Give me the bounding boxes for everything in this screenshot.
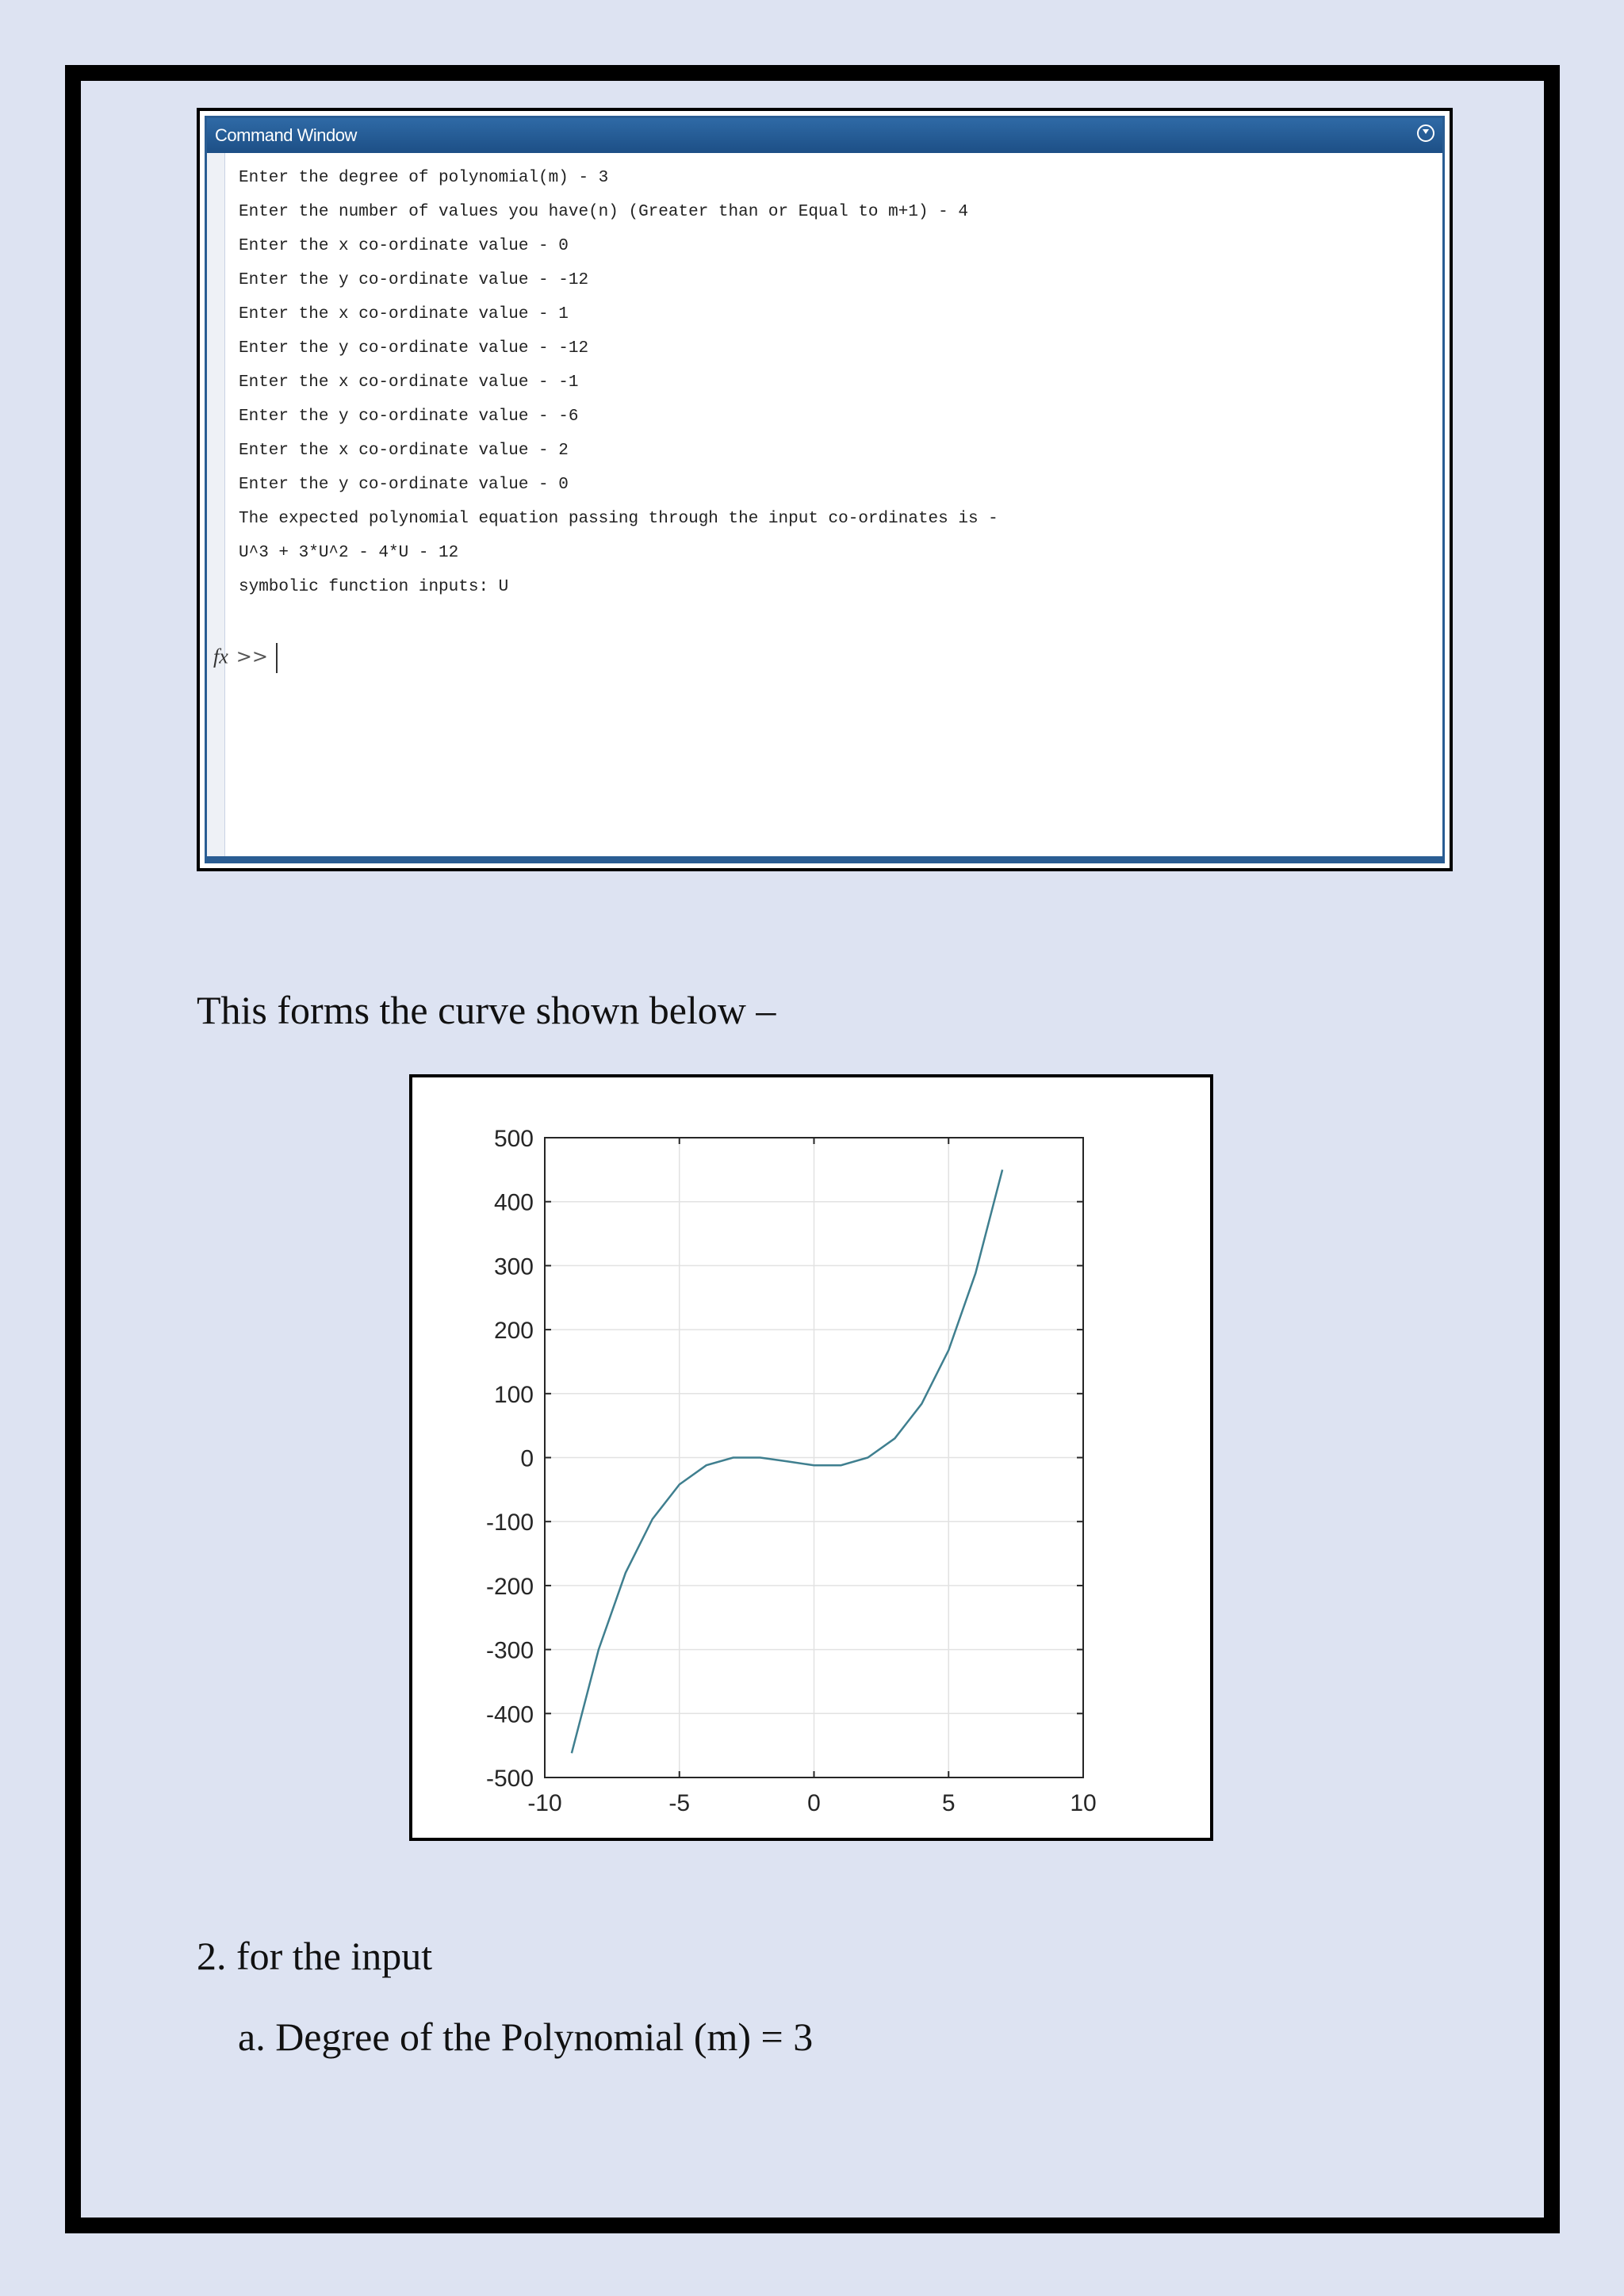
- x-tick-label: -10: [527, 1790, 562, 1816]
- command-output-line: Enter the x co-ordinate value - -1: [239, 373, 579, 392]
- command-output-line: U^3 + 3*U^2 - 4*U - 12: [239, 544, 459, 562]
- x-tick-label: 5: [941, 1790, 956, 1816]
- window-menu-icon[interactable]: [1417, 124, 1434, 142]
- command-window-titlebar: [207, 118, 1442, 153]
- chart-svg: [412, 1077, 1210, 1838]
- y-tick-label: -400: [485, 1701, 534, 1728]
- y-tick-label: 400: [493, 1189, 534, 1216]
- y-tick-label: -100: [485, 1510, 534, 1536]
- command-window-bottom-bar: [207, 856, 1442, 861]
- command-output-line: Enter the x co-ordinate value - 0: [239, 237, 569, 255]
- y-tick-label: -500: [485, 1766, 534, 1792]
- command-output-line: symbolic function inputs: U: [239, 578, 509, 596]
- command-window-screenshot: [197, 108, 1453, 871]
- text-cursor: [276, 643, 278, 673]
- y-tick-label: 200: [493, 1318, 534, 1345]
- command-output-line: The expected polynomial equation passing through the input co-ordinates is -: [239, 510, 998, 528]
- command-output-line: Enter the x co-ordinate value - 1: [239, 305, 569, 323]
- command-window-title: Command Window: [215, 125, 357, 145]
- y-tick-label: 0: [520, 1445, 534, 1472]
- y-tick-label: 500: [493, 1126, 534, 1152]
- caption-text: This forms the curve shown below –: [197, 988, 776, 1032]
- command-output-line: Enter the y co-ordinate value - -12: [239, 339, 589, 358]
- list-item-2: 2. for the input: [197, 1934, 433, 1978]
- command-output: [239, 161, 1427, 604]
- x-tick-label: 10: [1070, 1790, 1097, 1816]
- command-output-line: Enter the number of values you have(n) (Greater than or Equal to m+1) - 4: [239, 203, 968, 221]
- command-window-gutter: [207, 153, 225, 861]
- y-tick-label: -200: [485, 1573, 534, 1600]
- y-tick-label: 300: [493, 1253, 534, 1280]
- command-window: [205, 116, 1445, 863]
- x-tick-label: -5: [668, 1790, 691, 1816]
- fx-icon[interactable]: fx: [213, 645, 228, 668]
- y-tick-label: -300: [485, 1637, 534, 1664]
- command-output-line: Enter the y co-ordinate value - -12: [239, 271, 589, 289]
- x-tick-label: 0: [807, 1790, 821, 1816]
- command-output-line: Enter the y co-ordinate value - -6: [239, 408, 579, 426]
- list-item-2a: a. Degree of the Polynomial (m) = 3: [238, 2015, 814, 2059]
- prompt-arrows: >>: [236, 645, 268, 668]
- y-tick-label: 100: [493, 1381, 534, 1408]
- series-line: [572, 1169, 1002, 1753]
- command-output-line: Enter the degree of polynomial(m) - 3: [239, 169, 609, 187]
- command-output-line: Enter the x co-ordinate value - 2: [239, 442, 569, 460]
- command-output-line: Enter the y co-ordinate value - 0: [239, 476, 569, 494]
- command-prompt[interactable]: [213, 643, 278, 673]
- chart-figure: [409, 1074, 1213, 1841]
